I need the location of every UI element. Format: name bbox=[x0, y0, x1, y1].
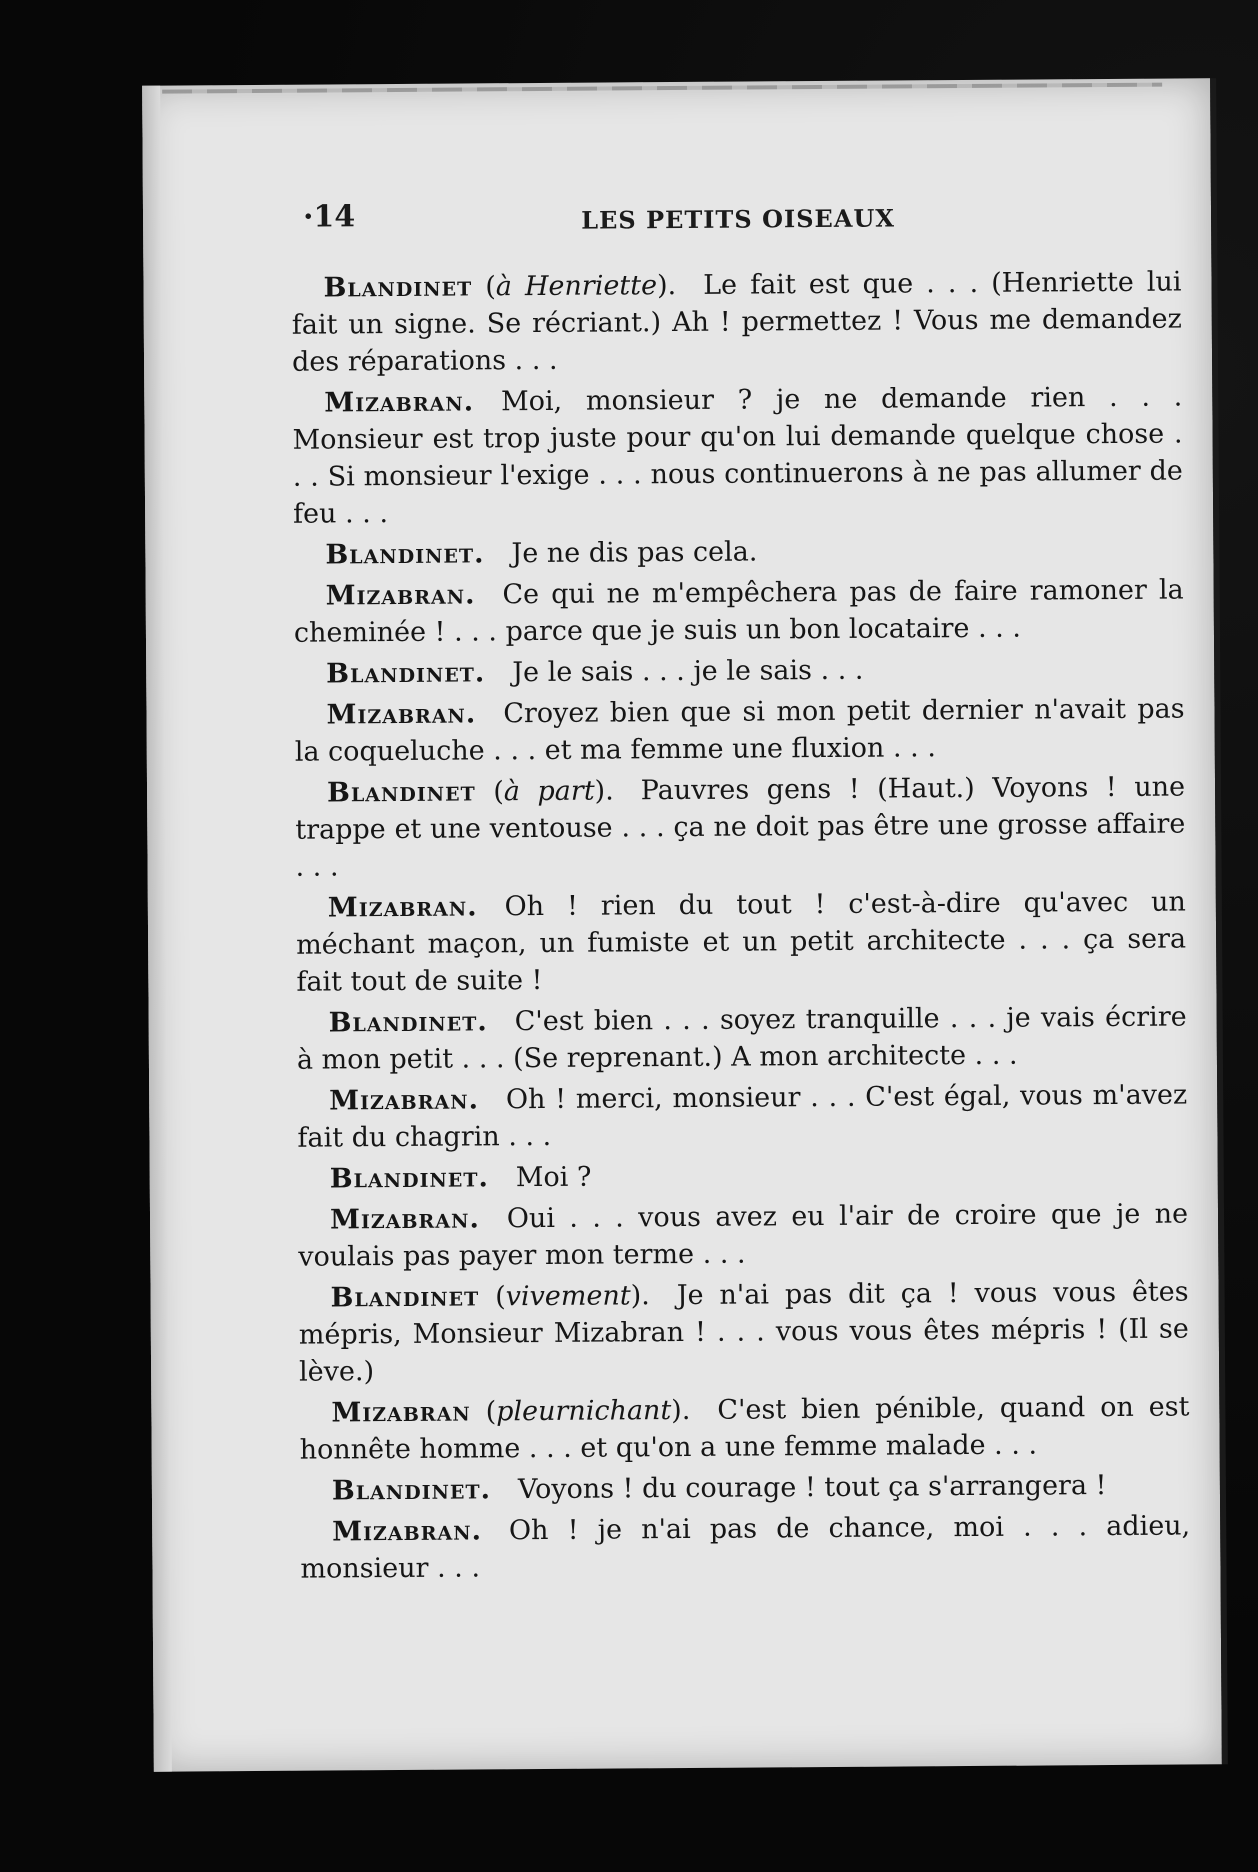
dialogue-body bbox=[291, 263, 1190, 1591]
speech bbox=[300, 1466, 1190, 1509]
speech-text: Je ne dis pas cela. bbox=[511, 536, 758, 570]
speech-text: Le fait est que . . . (Henriette lui fait un signe. Se récriant.) Ah ! permettez ! Vous me demandez des réparations . . . bbox=[291, 266, 1182, 378]
speaker-name: Mizabran. bbox=[325, 579, 476, 612]
speech-text: Ce qui ne m'empêchera pas de faire ramoner la cheminée ! . . . parce que je suis un bon locataire . . . bbox=[293, 574, 1184, 649]
speaker-name: Blandinet bbox=[323, 271, 473, 304]
speech bbox=[300, 1507, 1190, 1587]
speech: Blandinet (vivement). Je n'ai pas dit ça ! vous vous êtes mépris, Monsieur Mizabran ! . . . vous vous êtes mépris ! (Il se lève.) bbox=[298, 1276, 1189, 1388]
speech-text: Je n'ai pas dit ça ! vous vous êtes mépris, Monsieur Mizabran ! . . . vous vous êtes mépris ! (Il se lève.) bbox=[298, 1276, 1189, 1388]
speaker-name: Mizabran. bbox=[327, 891, 478, 924]
speech bbox=[297, 1076, 1187, 1156]
speaker-name: Blandinet. bbox=[331, 1474, 492, 1507]
stage-direction: pleurnichant bbox=[496, 1395, 672, 1428]
speaker-name: Mizabran. bbox=[329, 1203, 480, 1236]
speech bbox=[293, 530, 1183, 573]
running-title: LES PETITS OISEAUX bbox=[581, 203, 896, 235]
page-header bbox=[303, 194, 1173, 240]
speaker-name: Mizabran bbox=[331, 1396, 471, 1429]
stage-direction: à Henriette bbox=[495, 270, 658, 303]
speaker-name: Blandinet. bbox=[328, 1006, 488, 1039]
speaker-name: Mizabran. bbox=[332, 1515, 483, 1548]
top-edge-artifact bbox=[162, 83, 1162, 94]
speech bbox=[298, 1154, 1188, 1197]
speech-text: Oh ! je n'ai pas de chance, moi . . . adieu, monsieur . . . bbox=[300, 1510, 1191, 1585]
adjacent-page-edge bbox=[1230, 1370, 1258, 1750]
page-number: ·14 bbox=[302, 199, 356, 235]
speech-text: Oui . . . vous avez eu l'air de croire que je ne voulais pas payer mon terme . . . bbox=[298, 1198, 1189, 1273]
speaker-name: Mizabran. bbox=[324, 386, 475, 419]
speech-text: Pauvres gens ! (Haut.) Voyons ! une trappe et une ventouse . . . ça ne doit pas être une grosse affaire . . . bbox=[295, 771, 1186, 883]
speech: Blandinet (à Henriette). Le fait est que . . . (Henriette lui fait un signe. Se récriant.) Ah ! permettez ! Vous me demandez des réparations . . . bbox=[291, 266, 1182, 378]
speaker-name: Mizabran. bbox=[326, 698, 477, 731]
speaker-name: Blandinet bbox=[330, 1281, 480, 1314]
speech-text: Moi, monsieur ? je ne demande rien . . . Monsieur est trop juste pour qu'on lui demande quelque chose . . . Si monsieur l'exige . . . nous continuerons à ne pas allumer de feu . . . bbox=[292, 381, 1183, 530]
speech: Mizabran (pleurnichant). C'est bien pénible, quand on est honnête homme . . . et qu'on a une femme malade . . . bbox=[299, 1391, 1190, 1466]
speaker-name: Blandinet. bbox=[326, 657, 486, 690]
speech bbox=[294, 649, 1184, 692]
speaker-name: Blandinet. bbox=[325, 538, 485, 571]
speech-text: Moi ? bbox=[515, 1161, 592, 1194]
speech: Blandinet (à part). Pauvres gens ! (Haut.) Voyons ! une trappe et une ventouse . . . ça ne doit pas être une grosse affaire . . . bbox=[295, 771, 1186, 883]
speaker-name: Blandinet. bbox=[329, 1162, 489, 1195]
speech bbox=[296, 883, 1187, 1000]
speech-text: Je le sais . . . je le sais . . . bbox=[512, 654, 864, 689]
speech-text: Croyez bien que si mon petit dernier n'avait pas la coqueluche . . . et ma femme une fluxion . . . bbox=[294, 693, 1185, 768]
speech-text: Voyons ! du courage ! tout ça s'arrangera ! bbox=[517, 1470, 1107, 1506]
speaker-name: Blandinet bbox=[326, 776, 476, 809]
book-page bbox=[142, 78, 1222, 1771]
speech-text: C'est bien . . . soyez tranquille . . . je vais écrire à mon petit . . . (Se reprenant.) A mon architecte . . . bbox=[296, 1001, 1187, 1076]
speaker-name: Mizabran. bbox=[329, 1084, 480, 1117]
speech-text: C'est bien pénible, quand on est honnête homme . . . et qu'on a une femme malade . . . bbox=[299, 1391, 1190, 1466]
speech-text: Oh ! merci, monsieur . . . C'est égal, vous m'avez fait du chagrin . . . bbox=[297, 1079, 1188, 1154]
speech bbox=[294, 690, 1184, 770]
speech bbox=[297, 998, 1187, 1078]
speech bbox=[298, 1195, 1188, 1275]
speech bbox=[292, 378, 1183, 532]
stage-direction: à part bbox=[503, 775, 595, 808]
speech-text: Oh ! rien du tout ! c'est-à-dire qu'avec un méchant maçon, un fumiste et un petit architecte . . . ça sera fait tout de suite ! bbox=[296, 886, 1187, 998]
stage-direction: vivement bbox=[505, 1280, 631, 1313]
speech bbox=[294, 571, 1184, 651]
